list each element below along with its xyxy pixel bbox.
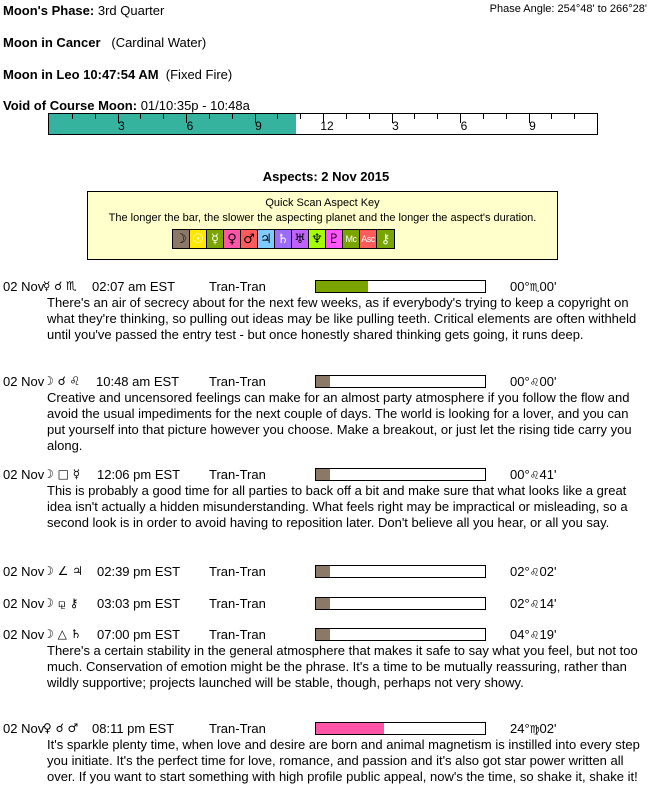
zodiac-sign-icon: ♍ [529,723,540,736]
aspect-date: 02 Nov [3,721,45,736]
timeline-tick [483,114,484,119]
timeline-tick [95,114,96,119]
aspect-entry [0,467,652,531]
aspect-duration-bar [315,628,486,641]
timeline-tick [414,114,415,119]
aspect-description: It's sparkle plenty time, when love and desire are born and animal magnetism is instilled into every step you initiate. It's the perfect time for love, romance, and passion and it's also got star power written all over. If you want to start something with high profile public appeal, now's the time, so shake it, shake it! [47,737,640,784]
aspect-entry [0,596,652,612]
aspect-type: Tran-Tran [209,721,266,736]
aspect-entry [0,627,652,691]
zodiac-sign-icon: ♌ [529,469,540,482]
moon-sign-leo [3,67,232,82]
aspect-header [0,564,652,580]
aspect-entry [0,721,652,785]
timeline-tick [277,114,278,119]
aspect-position-degree: 00° [510,374,530,389]
aspect-duration-fill [316,376,330,387]
uranus-icon: ♅ [292,230,309,248]
aspect-position [510,467,557,482]
aspect-position-degree: 04° [510,627,530,642]
timeline-tick [140,114,141,119]
aspect-type: Tran-Tran [209,374,266,389]
timeline-tick [506,114,507,119]
neptune-icon: ♆ [309,230,326,248]
aspect-header [0,279,652,295]
aspect-time: 07:00 pm EST [97,627,181,642]
ascendant-icon: Asc [360,230,377,248]
mercury-icon: ☿ [207,230,224,248]
void-timeline [48,113,598,135]
aspect-position-degree: 24° [510,721,530,736]
aspect-description: There's a certain stability in the general atmosphere that makes it safe to say what you feel, but not too much. Conservation of emotion might be the phrase. It's a time to be mutually reassuring, rather than wildly supportive; projects launched will be stable, though, perhaps not very showy. [47,643,638,690]
moon-sign-cancer-label: Moon in Cancer [3,35,101,50]
phase-angle [490,3,647,15]
aspect-time: 03:03 pm EST [97,596,181,611]
key-title: Quick Scan Aspect Key [265,197,380,209]
zodiac-sign-icon: ♌ [529,376,540,389]
aspect-duration-bar [315,565,486,578]
aspect-position-minute: 14' [539,596,557,611]
aspect-position-degree: 00° [510,467,530,482]
aspect-position [510,279,557,294]
aspect-entry [0,279,652,343]
aspect-duration-bar [315,722,486,735]
moon-icon: ☽ [173,230,190,248]
aspect-position-minute: 41' [539,467,557,482]
zodiac-sign-icon: ♏ [529,281,540,294]
aspect-position-minute: 00' [539,374,557,389]
timeline-tick [300,114,301,119]
aspect-position-degree: 00° [510,279,530,294]
aspect-position-minute: 00' [539,279,557,294]
void-of-course [3,98,250,113]
aspect-entry [0,374,652,454]
timeline-label: 6 [460,119,468,133]
aspect-glyphs-icon: ☽ ⚼ ⚷ [43,596,79,610]
aspect-glyphs-icon: ♀ ☌ ♂ [43,721,79,735]
aspect-position-degree: 02° [510,564,530,579]
aspect-description: This is probably a good time for all parties to back off a bit and make sure that what looks like a great idea isn't actually a hidden misunderstanding. What feels right may be impractical or misleading, so a second look is in order to avoid having to reposition later. Don't believe all you hear, or all you say. [47,483,628,530]
key-legend [172,229,395,249]
aspect-date: 02 Nov [3,279,45,294]
moon-sign-leo-quality: (Fixed Fire) [165,67,233,82]
timeline-tick [163,114,164,119]
aspect-time: 02:07 am EST [92,279,176,294]
moon-sign-cancer [3,35,206,50]
sun-icon: ☉ [190,230,207,248]
aspect-position [510,596,557,611]
aspect-duration-fill [316,598,330,609]
aspect-duration-bar [315,375,486,388]
moon-phase-label: Moon's Phase: [3,3,95,18]
timeline-tick [551,114,552,119]
zodiac-sign-icon: ♌ [529,629,540,642]
aspect-type: Tran-Tran [209,596,266,611]
aspect-type: Tran-Tran [209,467,266,482]
aspect-duration-fill [316,469,330,480]
aspect-key [87,191,558,260]
mars-icon: ♂ [241,230,258,248]
aspect-duration-fill [316,281,368,292]
moon-phase-value: 3rd Quarter [97,3,165,18]
aspect-glyphs-icon: ☽ ☌ ♌ [43,374,81,388]
aspect-position [510,627,557,642]
venus-icon: ♀ [224,230,241,248]
jupiter-icon: ♃ [258,230,275,248]
aspect-date: 02 Nov [3,627,45,642]
aspect-entry [0,564,652,580]
aspect-date: 02 Nov [3,374,45,389]
aspect-description: There's an air of secrecy about for the next few weeks, as if everybody's trying to keep a copyright on what they're thinking, so pulling out ideas may be like pulling teeth. Critical elements are often withheld until you've passed the entry test - but once honestly shared thinking gets going, it runs deep. [47,295,637,342]
aspect-position [510,374,557,389]
timeline-tick [437,114,438,119]
zodiac-sign-icon: ♌ [529,566,540,579]
chiron-icon: ⚷ [377,230,394,248]
aspect-type: Tran-Tran [209,627,266,642]
timeline-label: 9 [255,119,262,133]
aspect-header [0,627,652,643]
aspect-position-minute: 02' [539,564,557,579]
aspect-time: 02:39 pm EST [97,564,181,579]
aspect-position-minute: 02' [539,721,557,736]
aspect-glyphs-icon: ☽ ∠ ♃ [43,564,83,578]
aspect-duration-bar [315,280,486,293]
aspect-glyphs-icon: ☿ ☌ ♏ [43,279,77,293]
timeline-label: 3 [392,119,399,133]
key-description: The longer the bar, the slower the aspecting planet and the longer the aspect's duration. [108,212,537,224]
timeline-tick [232,114,233,119]
aspect-glyphs-icon: ☽ □ ☿ [43,467,81,481]
timeline-tick [574,114,575,119]
timeline-label: 9 [529,119,536,133]
aspect-date: 02 Nov [3,564,45,579]
aspect-time: 08:11 pm EST [92,721,175,736]
aspect-duration-bar [315,597,486,610]
aspect-header [0,721,652,737]
timeline-label: 12 [320,119,334,133]
aspect-header [0,596,652,612]
timeline-tick [369,114,370,119]
phase-angle-value: 254°48' to 266°28' [557,3,647,15]
aspect-time: 12:06 pm EST [97,467,181,482]
zodiac-sign-icon: ♌ [529,598,540,611]
timeline-tick [346,114,347,119]
timeline-label: 3 [118,119,125,133]
midheaven-icon: Mc [343,230,360,248]
aspect-time: 10:48 am EST [96,374,180,389]
aspect-type: Tran-Tran [209,564,266,579]
aspect-position-minute: 19' [539,627,557,642]
moon-sign-leo-label: Moon in Leo 10:47:54 AM [3,67,159,82]
aspects-title: Aspects: 2 Nov 2015 [262,169,390,184]
aspect-position [510,721,557,736]
aspect-glyphs-icon: ☽ △ ♄ [43,627,82,641]
moon-sign-cancer-quality: (Cardinal Water) [111,35,207,50]
aspect-position-degree: 02° [510,596,530,611]
saturn-icon: ♄ [275,230,292,248]
aspect-duration-fill [316,629,330,640]
aspect-header [0,467,652,483]
pluto-icon: ♇ [326,230,343,248]
moon-phase [3,3,164,18]
timeline-tick [209,114,210,119]
void-value: 01/10:35p - 10:48a [140,98,250,113]
aspect-header [0,374,652,390]
aspect-duration-bar [315,468,486,481]
aspect-type: Tran-Tran [209,279,266,294]
aspect-description: Creative and uncensored feelings can make for an almost party atmosphere if you follow the flow and avoid the usual impediments for the next couple of days. The world is looking for a lover, and you can put yourself into that picture however you choose. Make a breakout, or just let the rising tide carry you along. [47,390,632,453]
timeline-label: 6 [186,119,194,133]
aspect-position [510,564,557,579]
phase-angle-label: Phase Angle: [489,3,555,15]
aspect-duration-fill [316,723,384,734]
aspect-date: 02 Nov [3,467,45,482]
timeline-tick [72,114,73,119]
aspect-duration-fill [316,566,330,577]
aspect-date: 02 Nov [3,596,45,611]
void-label: Void of Course Moon: [3,98,138,113]
